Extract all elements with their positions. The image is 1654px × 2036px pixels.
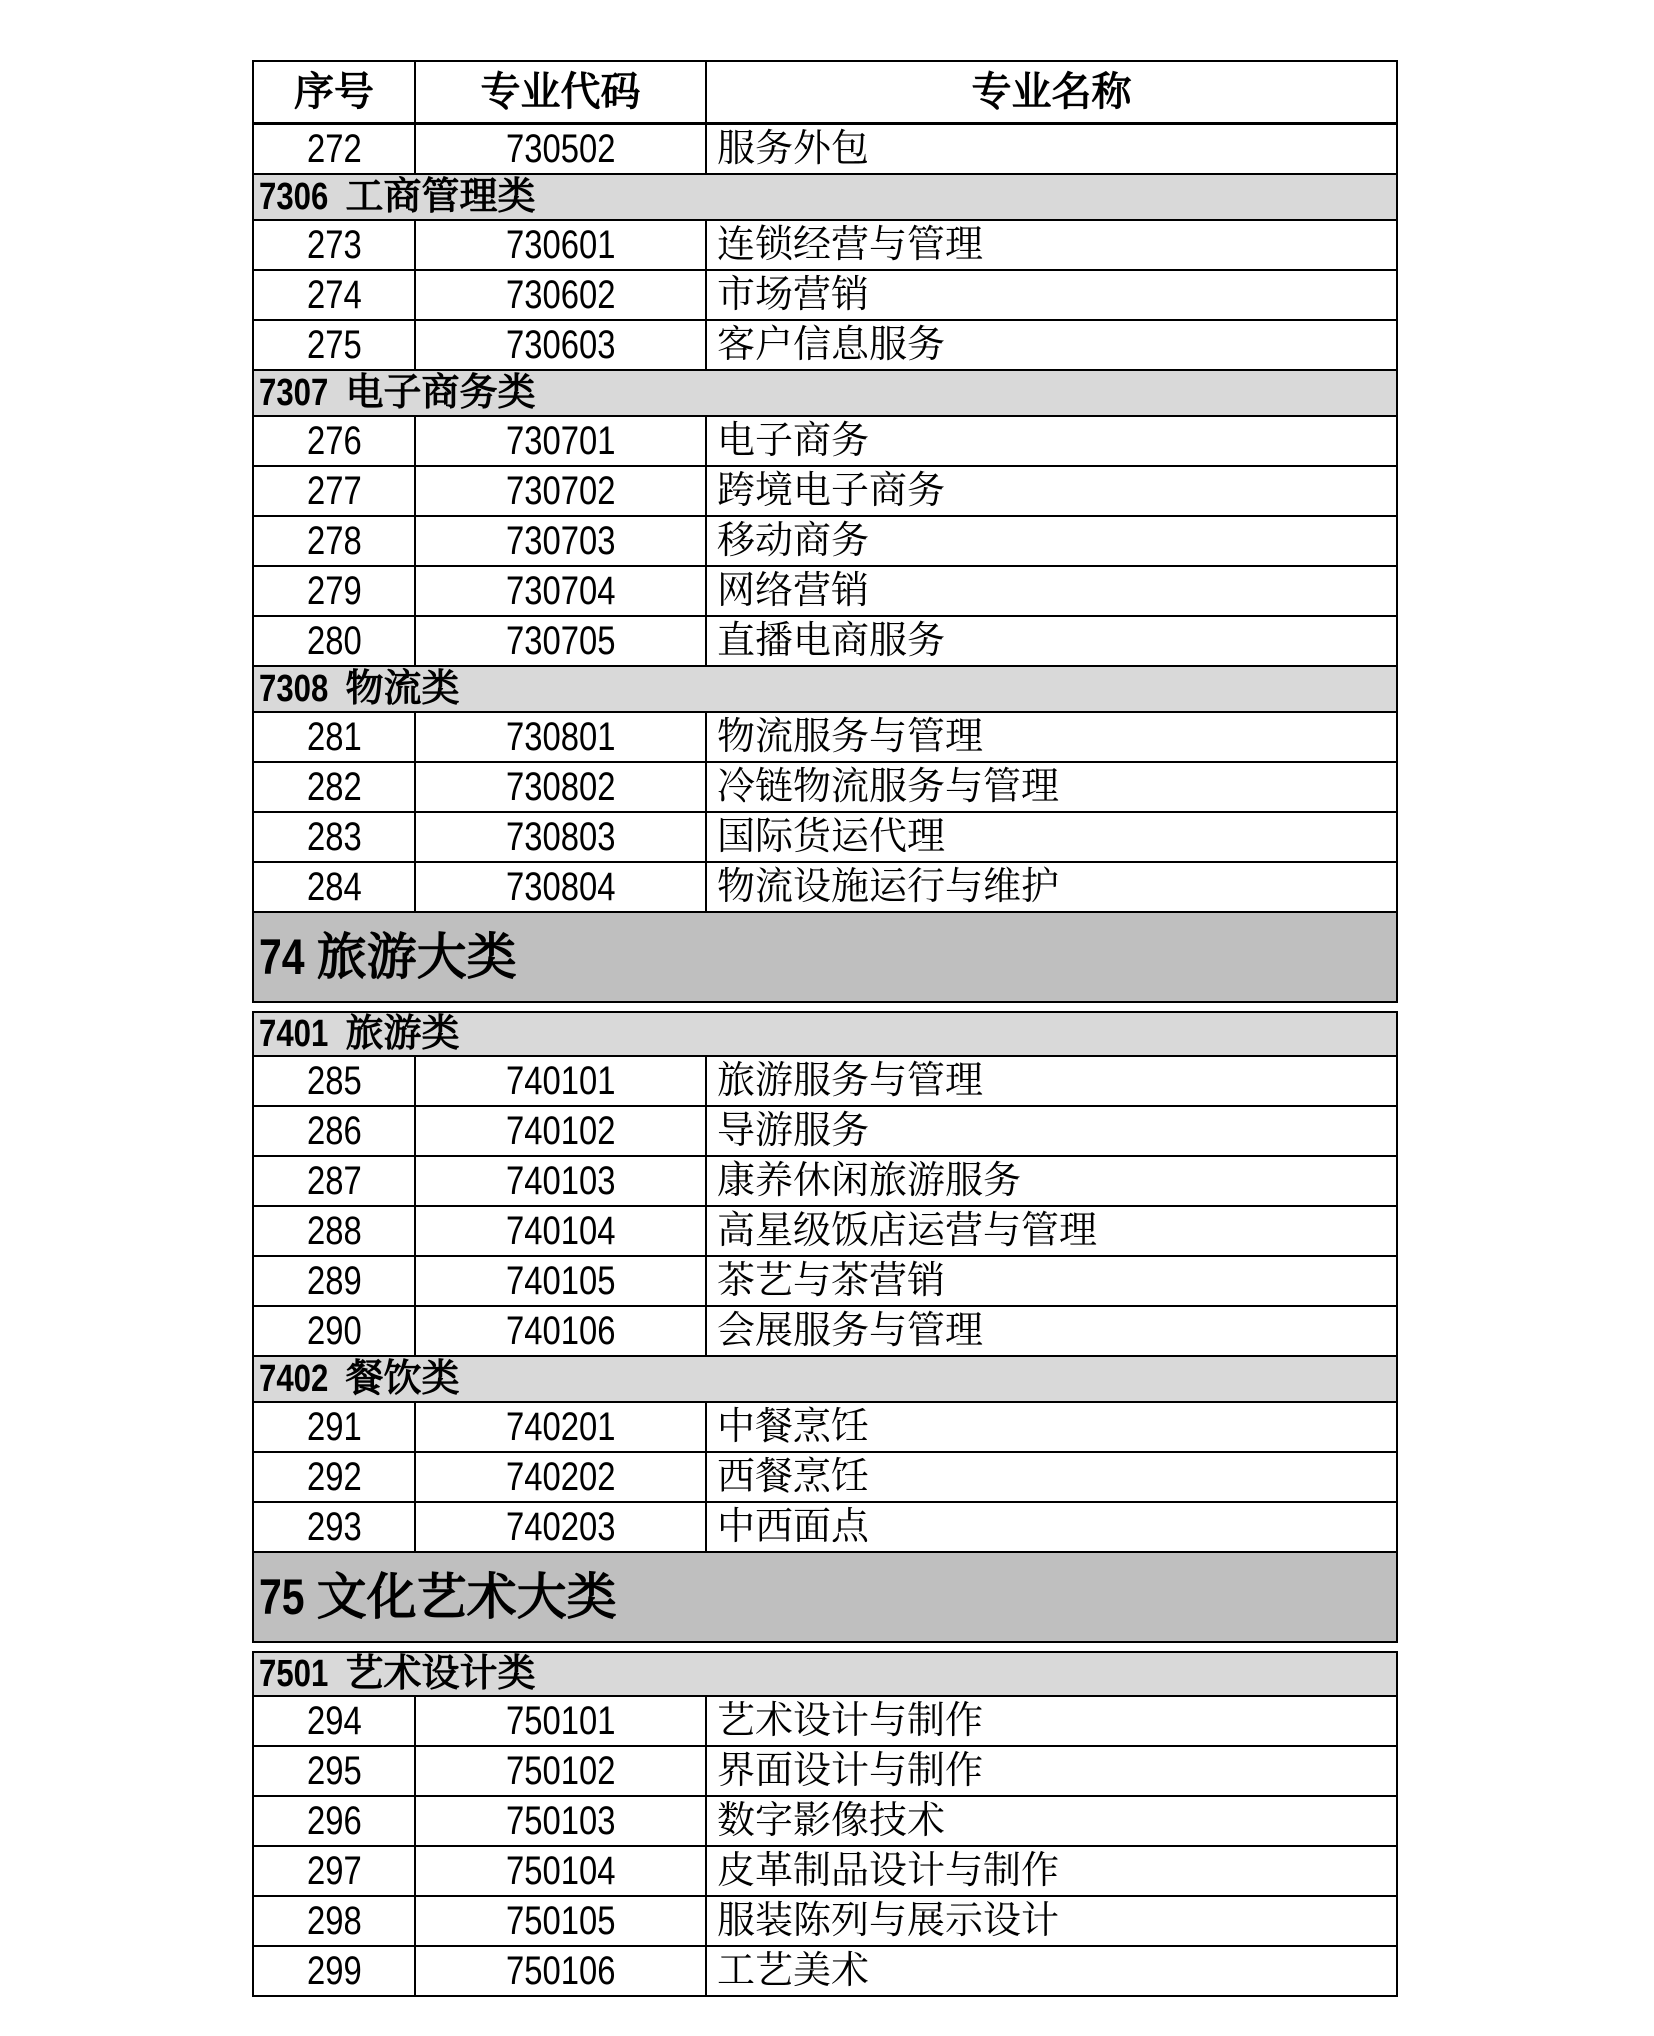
cell-major-name	[705, 517, 1396, 565]
subcategory-code: 7308	[259, 668, 329, 710]
cell-serial	[254, 1257, 414, 1305]
cell-code	[414, 1697, 705, 1745]
subcategory-row	[252, 1011, 1398, 1057]
major-name: 艺术设计与制作	[717, 1700, 984, 1742]
cell-major-name	[705, 813, 1396, 861]
subcategory-label: 电子商务类	[345, 372, 536, 414]
cell-code	[414, 1897, 705, 1945]
cell-major-name	[705, 1403, 1396, 1451]
major-name: 网络营销	[717, 570, 870, 612]
cell-major-name	[705, 467, 1396, 515]
major-code: 730804	[505, 865, 616, 909]
serial-number: 295	[306, 1749, 362, 1793]
major-code: 750101	[505, 1699, 616, 1743]
cell-code	[414, 1057, 705, 1105]
table-row	[252, 617, 1398, 667]
cell-code	[414, 813, 705, 861]
serial-number: 296	[306, 1799, 362, 1843]
table-row	[252, 1057, 1398, 1107]
major-code: 750106	[505, 1949, 616, 1993]
cell-serial	[254, 1897, 414, 1945]
cell-major-name	[705, 763, 1396, 811]
table-row	[252, 1403, 1398, 1453]
serial-number: 284	[306, 865, 362, 909]
cell-serial	[254, 417, 414, 465]
cell-serial	[254, 1157, 414, 1205]
cell-major-name	[705, 321, 1396, 369]
serial-number: 286	[306, 1109, 362, 1153]
major-code: 740201	[505, 1405, 616, 1449]
major-code: 740202	[505, 1455, 616, 1499]
cell-major-name	[705, 1107, 1396, 1155]
cell-serial	[254, 617, 414, 665]
cell-major-name	[705, 1847, 1396, 1895]
major-code: 740203	[505, 1505, 616, 1549]
serial-number: 274	[306, 273, 362, 317]
subcategory-code: 7306	[259, 176, 329, 218]
cell-major-name	[705, 417, 1396, 465]
cell-serial	[254, 1107, 414, 1155]
serial-number: 275	[306, 323, 362, 367]
serial-number: 291	[306, 1405, 362, 1449]
cell-serial	[254, 813, 414, 861]
table-row	[252, 1947, 1398, 1997]
table-row	[252, 417, 1398, 467]
table-row	[252, 863, 1398, 913]
major-code: 740102	[505, 1109, 616, 1153]
cell-serial	[254, 1847, 414, 1895]
cell-major-name	[705, 617, 1396, 665]
major-name: 电子商务	[717, 420, 870, 462]
major-name: 冷链物流服务与管理	[717, 766, 1060, 808]
table-row	[252, 1847, 1398, 1897]
cell-major-name	[705, 1947, 1396, 1995]
cell-serial	[254, 1947, 414, 1995]
major-code: 730602	[505, 273, 616, 317]
table-row	[252, 517, 1398, 567]
major-name: 市场营销	[717, 274, 870, 316]
major-code: 730802	[505, 765, 616, 809]
table-row	[252, 1207, 1398, 1257]
major-name: 康养休闲旅游服务	[717, 1160, 1022, 1202]
major-code: 750103	[505, 1799, 616, 1843]
cell-major-name	[705, 1057, 1396, 1105]
cell-major-name	[705, 1797, 1396, 1845]
cell-serial	[254, 713, 414, 761]
major-name: 会展服务与管理	[717, 1310, 984, 1352]
cell-code	[414, 1307, 705, 1355]
category-code: 74	[259, 929, 305, 985]
major-name: 旅游服务与管理	[717, 1060, 984, 1102]
cell-code	[414, 321, 705, 369]
header-col-name: 专业名称	[705, 62, 1396, 122]
major-name: 服务外包	[717, 128, 870, 170]
table-body	[252, 125, 1398, 1997]
major-name: 服装陈列与展示设计	[717, 1900, 1060, 1942]
serial-number: 298	[306, 1899, 362, 1943]
major-code: 750104	[505, 1849, 616, 1893]
cell-major-name	[705, 1207, 1396, 1255]
serial-number: 282	[306, 765, 362, 809]
subcategory-label: 餐饮类	[345, 1358, 460, 1400]
subcategory-label: 旅游类	[345, 1013, 460, 1055]
major-name: 物流设施运行与维护	[717, 866, 1060, 908]
cell-major-name	[705, 1747, 1396, 1795]
major-code: 730702	[505, 469, 616, 513]
major-name: 移动商务	[717, 520, 870, 562]
table-row	[252, 271, 1398, 321]
major-code: 740104	[505, 1209, 616, 1253]
cell-code	[414, 221, 705, 269]
major-name: 导游服务	[717, 1110, 870, 1152]
major-code: 740105	[505, 1259, 616, 1303]
category-row	[252, 1553, 1398, 1643]
major-name: 数字影像技术	[717, 1800, 946, 1842]
subcategory-row	[252, 1651, 1398, 1697]
cell-serial	[254, 271, 414, 319]
cell-serial	[254, 1797, 414, 1845]
table-row	[252, 813, 1398, 863]
major-name: 中餐烹饪	[717, 1406, 870, 1448]
table-row	[252, 1747, 1398, 1797]
major-code: 750102	[505, 1749, 616, 1793]
subcategory-label: 物流类	[345, 668, 460, 710]
serial-number: 273	[306, 223, 362, 267]
table-row	[252, 125, 1398, 175]
major-name: 界面设计与制作	[717, 1750, 984, 1792]
cell-code	[414, 271, 705, 319]
cell-code	[414, 863, 705, 911]
major-name: 国际货运代理	[717, 816, 946, 858]
cell-serial	[254, 221, 414, 269]
table-row	[252, 567, 1398, 617]
table-row	[252, 321, 1398, 371]
cell-code	[414, 1257, 705, 1305]
category-code: 75	[259, 1569, 305, 1625]
subcategory-label: 工商管理类	[345, 176, 536, 218]
table-row	[252, 713, 1398, 763]
cell-serial	[254, 567, 414, 615]
serial-number: 278	[306, 519, 362, 563]
cell-major-name	[705, 221, 1396, 269]
major-code: 740106	[505, 1309, 616, 1353]
table-row	[252, 1797, 1398, 1847]
cell-serial	[254, 1307, 414, 1355]
cell-code	[414, 567, 705, 615]
cell-serial	[254, 1057, 414, 1105]
cell-serial	[254, 467, 414, 515]
serial-number: 280	[306, 619, 362, 663]
cell-code	[414, 1157, 705, 1205]
cell-code	[414, 1403, 705, 1451]
cell-major-name	[705, 1897, 1396, 1945]
major-name: 跨境电子商务	[717, 470, 946, 512]
cell-serial	[254, 1403, 414, 1451]
cell-serial	[254, 321, 414, 369]
cell-major-name	[705, 1503, 1396, 1551]
cell-serial	[254, 1503, 414, 1551]
table-row	[252, 221, 1398, 271]
category-label: 旅游大类	[316, 929, 517, 985]
category-row	[252, 913, 1398, 1003]
table-row	[252, 1107, 1398, 1157]
cell-major-name	[705, 1307, 1396, 1355]
serial-number: 277	[306, 469, 362, 513]
cell-code	[414, 1107, 705, 1155]
major-code: 730803	[505, 815, 616, 859]
subcategory-code: 7501	[259, 1653, 329, 1695]
major-name: 中西面点	[717, 1506, 870, 1548]
cell-code	[414, 125, 705, 173]
cell-serial	[254, 1453, 414, 1501]
cell-major-name	[705, 1157, 1396, 1205]
major-name: 西餐烹饪	[717, 1456, 870, 1498]
cell-code	[414, 1453, 705, 1501]
cell-code	[414, 617, 705, 665]
serial-number: 281	[306, 715, 362, 759]
major-name: 皮革制品设计与制作	[717, 1850, 1060, 1892]
table-row	[252, 1503, 1398, 1553]
table-row	[252, 1453, 1398, 1503]
cell-code	[414, 1207, 705, 1255]
subcategory-label: 艺术设计类	[345, 1653, 536, 1695]
header-col-code: 专业代码	[414, 62, 705, 122]
serial-number: 294	[306, 1699, 362, 1743]
major-code: 730502	[505, 127, 616, 171]
cell-major-name	[705, 1257, 1396, 1305]
cell-major-name	[705, 125, 1396, 173]
major-name: 茶艺与茶营销	[717, 1260, 946, 1302]
table-row	[252, 1897, 1398, 1947]
serial-number: 299	[306, 1949, 362, 1993]
major-code: 740101	[505, 1059, 616, 1103]
cell-major-name	[705, 1697, 1396, 1745]
cell-code	[414, 1797, 705, 1845]
cell-serial	[254, 1207, 414, 1255]
cell-serial	[254, 1747, 414, 1795]
subcategory-code: 7307	[259, 372, 329, 414]
cell-major-name	[705, 713, 1396, 761]
subcategory-row	[252, 371, 1398, 417]
major-code: 750105	[505, 1899, 616, 1943]
cell-major-name	[705, 1453, 1396, 1501]
serial-number: 283	[306, 815, 362, 859]
table-row	[252, 1257, 1398, 1307]
serial-number: 276	[306, 419, 362, 463]
cell-serial	[254, 125, 414, 173]
major-name: 工艺美术	[717, 1950, 870, 1992]
major-name: 连锁经营与管理	[717, 224, 984, 266]
table-header-row	[252, 62, 1398, 125]
major-code: 730705	[505, 619, 616, 663]
cell-serial	[254, 1697, 414, 1745]
serial-number: 272	[306, 127, 362, 171]
table-row	[252, 1307, 1398, 1357]
subcategory-row	[252, 1357, 1398, 1403]
major-name: 物流服务与管理	[717, 716, 984, 758]
serial-number: 289	[306, 1259, 362, 1303]
serial-number: 287	[306, 1159, 362, 1203]
cell-major-name	[705, 271, 1396, 319]
serial-number: 279	[306, 569, 362, 613]
cell-major-name	[705, 567, 1396, 615]
major-code: 730701	[505, 419, 616, 463]
cell-code	[414, 1947, 705, 1995]
header-col-serial: 序号	[294, 70, 374, 114]
cell-code	[414, 713, 705, 761]
table-row	[252, 763, 1398, 813]
major-name: 高星级饭店运营与管理	[717, 1210, 1098, 1252]
serial-number: 288	[306, 1209, 362, 1253]
major-code: 730704	[505, 569, 616, 613]
cell-code	[414, 467, 705, 515]
cell-serial	[254, 863, 414, 911]
cell-serial	[254, 517, 414, 565]
table-row	[252, 467, 1398, 517]
major-name: 直播电商服务	[717, 620, 946, 662]
subcategory-code: 7401	[259, 1013, 329, 1055]
cell-code	[414, 1747, 705, 1795]
major-code: 730703	[505, 519, 616, 563]
serial-number: 290	[306, 1309, 362, 1353]
serial-number: 293	[306, 1505, 362, 1549]
subcategory-row	[252, 175, 1398, 221]
cell-serial	[254, 763, 414, 811]
subcategory-code: 7402	[259, 1358, 329, 1400]
major-code: 730601	[505, 223, 616, 267]
table-row	[252, 1157, 1398, 1207]
cell-code	[414, 517, 705, 565]
serial-number: 297	[306, 1849, 362, 1893]
major-name: 客户信息服务	[717, 324, 946, 366]
cell-code	[414, 763, 705, 811]
major-code: 740103	[505, 1159, 616, 1203]
serial-number: 285	[306, 1059, 362, 1103]
table-row	[252, 1697, 1398, 1747]
cell-major-name	[705, 863, 1396, 911]
category-label: 文化艺术大类	[316, 1569, 617, 1625]
majors-table	[252, 60, 1398, 1997]
subcategory-row	[252, 667, 1398, 713]
serial-number: 292	[306, 1455, 362, 1499]
cell-code	[414, 1847, 705, 1895]
major-code: 730801	[505, 715, 616, 759]
cell-code	[414, 417, 705, 465]
major-code: 730603	[505, 323, 616, 367]
cell-code	[414, 1503, 705, 1551]
